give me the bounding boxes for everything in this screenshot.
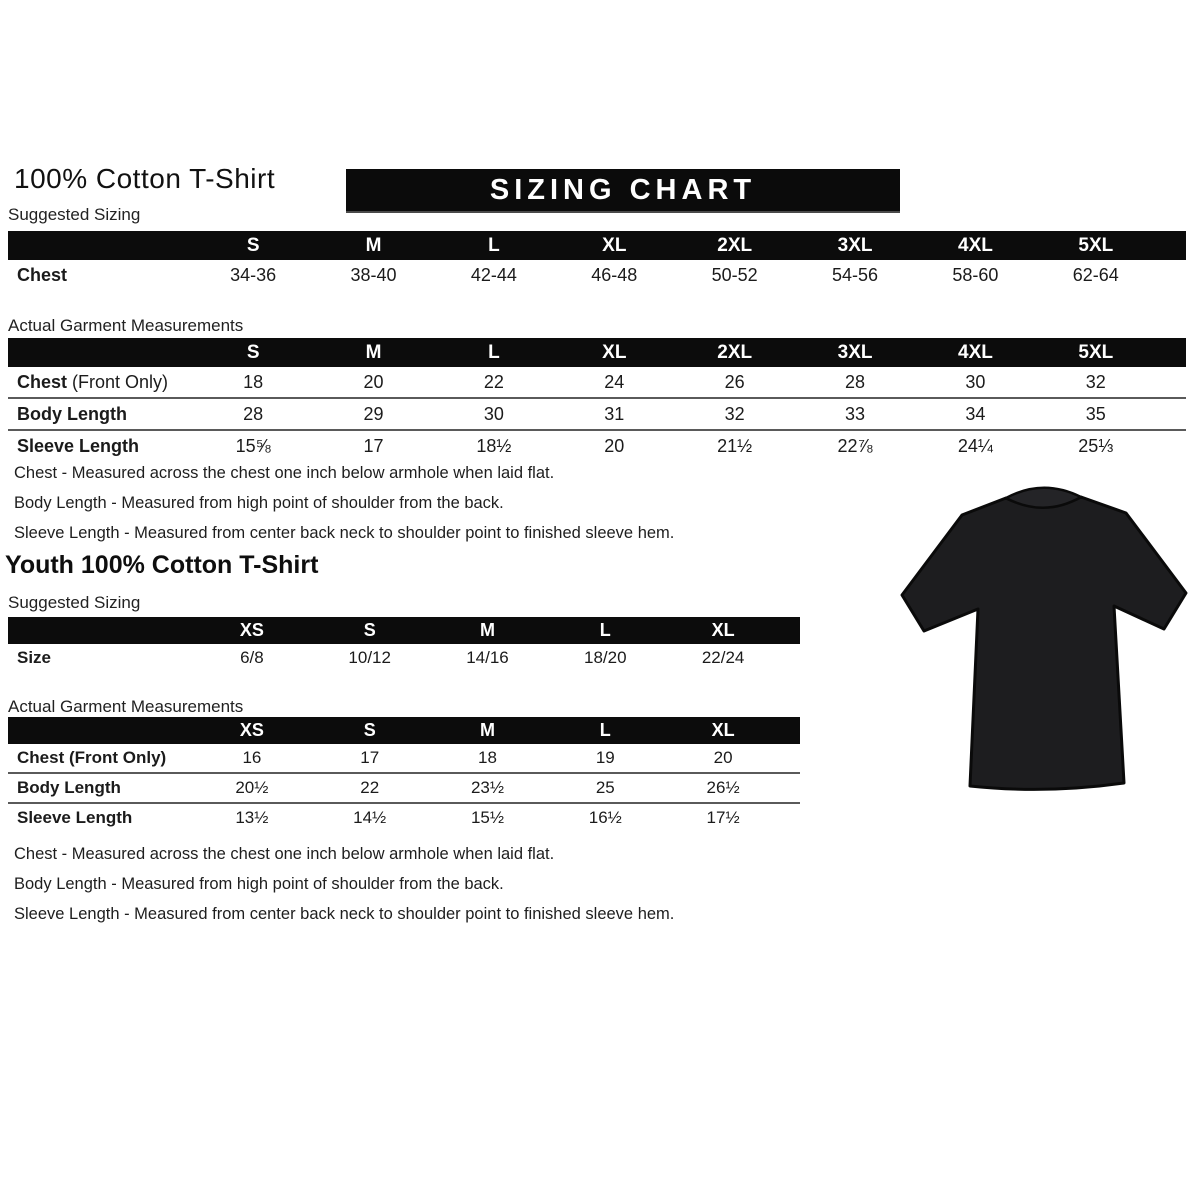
row-label: Chest bbox=[17, 264, 68, 285]
row-label: Chest (Front Only) bbox=[17, 748, 167, 767]
column-header: M bbox=[365, 234, 382, 256]
black-tshirt-image bbox=[893, 472, 1197, 812]
adult-measurement-notes bbox=[14, 464, 674, 554]
column-header: M bbox=[479, 620, 495, 640]
table-cell: 18/20 bbox=[584, 648, 627, 667]
table-cell: 30 bbox=[483, 403, 504, 424]
row-label: Size bbox=[17, 648, 52, 667]
table-cell: 17½ bbox=[706, 808, 740, 827]
table-header-row bbox=[8, 617, 800, 644]
table-cell: 15½ bbox=[470, 808, 505, 827]
column-header: 5XL bbox=[1078, 234, 1114, 256]
table-cell: 33 bbox=[845, 403, 866, 424]
table-cell: 16 bbox=[242, 748, 262, 767]
table-cell: 16½ bbox=[588, 808, 622, 827]
row-label: Sleeve Length bbox=[17, 435, 140, 456]
table-cell: 32 bbox=[1085, 371, 1106, 392]
table-cell: 20 bbox=[363, 371, 384, 392]
table-row bbox=[8, 429, 1186, 461]
table-row bbox=[8, 367, 1186, 397]
table-cell: 26½ bbox=[706, 778, 740, 797]
sizing-chart-banner bbox=[346, 169, 900, 213]
tshirt-body-shape bbox=[902, 497, 1186, 789]
table-cell: 13½ bbox=[235, 808, 269, 827]
column-header: 3XL bbox=[837, 341, 873, 363]
youth-measurement-notes bbox=[14, 845, 674, 935]
table-row bbox=[8, 802, 800, 832]
column-header: L bbox=[599, 720, 611, 740]
adult-suggested-sizing-table bbox=[8, 231, 1186, 290]
table-cell: 20 bbox=[604, 435, 625, 456]
column-header: 4XL bbox=[958, 341, 993, 363]
row-label: Body Length bbox=[17, 403, 127, 424]
column-header: S bbox=[246, 234, 260, 256]
table-cell: 28 bbox=[845, 371, 866, 392]
table-row bbox=[8, 772, 800, 802]
table-cell: 25⅓ bbox=[1078, 435, 1114, 456]
table-cell: 17 bbox=[363, 435, 384, 456]
measurement-note: Body Length - Measured from high point of shoulder from the back. bbox=[14, 875, 504, 893]
sizing-chart-banner-label: SIZING CHART bbox=[489, 173, 757, 206]
adult-actual-measurements-label: Actual Garment Measurements bbox=[8, 316, 244, 335]
column-header: XS bbox=[239, 620, 264, 640]
column-header: XL bbox=[602, 234, 627, 256]
table-cell: 15⅝ bbox=[235, 435, 271, 456]
table-cell: 34-36 bbox=[230, 264, 277, 285]
row-label: Body Length bbox=[17, 778, 121, 797]
table-header-row bbox=[8, 717, 800, 744]
page-title: 100% Cotton T-Shirt bbox=[14, 163, 276, 194]
column-header: 5XL bbox=[1078, 341, 1114, 363]
table-cell: 25 bbox=[595, 778, 615, 797]
table-header-row bbox=[8, 338, 1186, 367]
table-cell: 35 bbox=[1085, 403, 1106, 424]
table-cell: 14½ bbox=[353, 808, 387, 827]
column-header: XL bbox=[711, 720, 735, 740]
table-cell: 22/24 bbox=[701, 648, 745, 667]
column-header: L bbox=[599, 620, 611, 640]
column-header: S bbox=[363, 620, 376, 640]
table-cell: 30 bbox=[965, 371, 986, 392]
measurement-note: Body Length - Measured from high point of shoulder from the back. bbox=[14, 494, 504, 512]
table-cell: 19 bbox=[595, 748, 615, 767]
table-cell: 28 bbox=[243, 403, 264, 424]
table-cell: 38-40 bbox=[350, 264, 397, 285]
column-header: XL bbox=[602, 341, 627, 363]
table-cell: 20½ bbox=[235, 778, 269, 797]
table-cell: 23½ bbox=[470, 778, 505, 797]
adult-actual-measurements-table bbox=[8, 338, 1186, 461]
table-row bbox=[8, 644, 800, 672]
measurement-note: Sleeve Length - Measured from center back neck to shoulder point to finished sleeve hem. bbox=[14, 905, 675, 923]
table-row bbox=[8, 744, 800, 772]
table-cell: 18½ bbox=[476, 435, 512, 456]
column-header: S bbox=[246, 341, 260, 363]
table-row bbox=[8, 397, 1186, 429]
table-cell: 34 bbox=[965, 403, 986, 424]
column-header: 4XL bbox=[958, 234, 993, 256]
table-row bbox=[8, 260, 1186, 290]
column-header: M bbox=[365, 341, 382, 363]
table-cell: 24¼ bbox=[957, 435, 993, 456]
adult-suggested-sizing-label: Suggested Sizing bbox=[8, 205, 141, 224]
table-cell: 32 bbox=[724, 403, 745, 424]
table-cell: 50-52 bbox=[711, 264, 758, 285]
table-cell: 20 bbox=[713, 748, 733, 767]
youth-actual-measurements-label: Actual Garment Measurements bbox=[8, 697, 244, 716]
table-cell: 22⅞ bbox=[837, 435, 873, 456]
column-header: XL bbox=[711, 620, 735, 640]
table-cell: 18 bbox=[243, 371, 264, 392]
table-cell: 54-56 bbox=[832, 264, 879, 285]
table-cell: 24 bbox=[604, 371, 625, 392]
column-header: L bbox=[488, 234, 500, 256]
table-header-row bbox=[8, 231, 1186, 260]
youth-suggested-sizing-label: Suggested Sizing bbox=[8, 593, 141, 612]
column-header: XS bbox=[239, 720, 264, 740]
table-cell: 10/12 bbox=[348, 648, 391, 667]
table-cell: 14/16 bbox=[466, 648, 509, 667]
table-cell: 62-64 bbox=[1072, 264, 1119, 285]
table-cell: 22 bbox=[483, 371, 504, 392]
youth-actual-measurements-table bbox=[8, 717, 800, 832]
youth-suggested-sizing-table bbox=[8, 617, 800, 672]
table-cell: 21½ bbox=[717, 435, 753, 456]
table-cell: 17 bbox=[360, 748, 380, 767]
table-cell: 29 bbox=[363, 403, 384, 424]
table-cell: 31 bbox=[604, 403, 625, 424]
table-cell: 46-48 bbox=[591, 264, 638, 285]
column-header: 3XL bbox=[837, 234, 873, 256]
measurement-note: Chest - Measured across the chest one inch below armhole when laid flat. bbox=[14, 845, 555, 863]
table-cell: 6/8 bbox=[240, 648, 264, 667]
measurement-note: Sleeve Length - Measured from center back neck to shoulder point to finished sleeve hem. bbox=[14, 524, 675, 542]
row-label: Sleeve Length bbox=[17, 808, 133, 827]
column-header: M bbox=[479, 720, 495, 740]
row-label: Chest (Front Only) bbox=[17, 371, 169, 392]
table-cell: 58-60 bbox=[952, 264, 999, 285]
table-cell: 42-44 bbox=[470, 264, 517, 285]
measurement-note: Chest - Measured across the chest one inch below armhole when laid flat. bbox=[14, 464, 555, 482]
table-cell: 26 bbox=[724, 371, 745, 392]
column-header: 2XL bbox=[717, 234, 753, 256]
table-cell: 22 bbox=[360, 778, 380, 797]
table-cell: 18 bbox=[478, 748, 497, 767]
column-header: L bbox=[488, 341, 500, 363]
column-header: 2XL bbox=[717, 341, 753, 363]
column-header: S bbox=[363, 720, 376, 740]
youth-section-title: Youth 100% Cotton T-Shirt bbox=[5, 551, 319, 579]
